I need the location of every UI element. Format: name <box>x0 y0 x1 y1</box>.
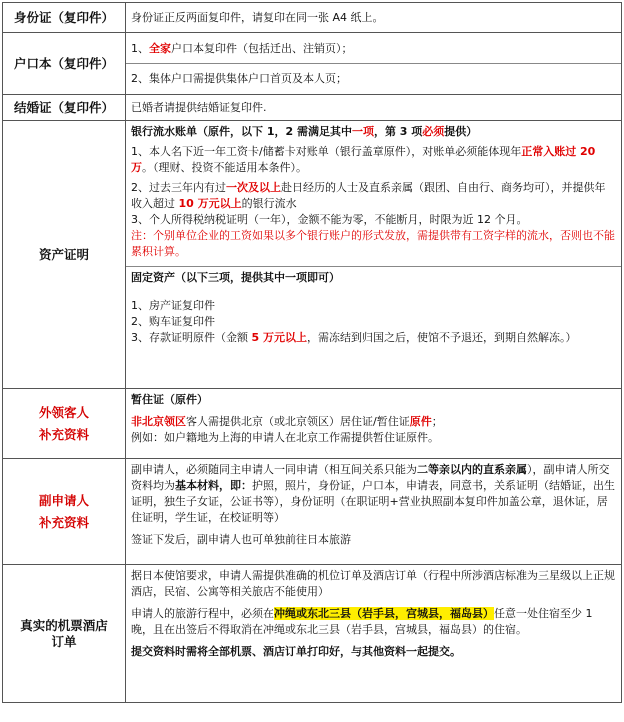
table-row <box>3 3 622 33</box>
row-label-bookings: 真实的机票酒店 订单 <box>3 565 126 703</box>
bookings-para-1: 据日本使馆要求，申请人需提供准确的机位订单及酒店订单（行程中所涉酒店标准为三星级以上正规酒店，民宿、公寓等相关旅店不能使用） <box>131 569 615 598</box>
row-content-out-of-district <box>126 389 622 459</box>
household-line-2: 2、集体户口需提供集体户口首页及本人页； <box>131 72 347 85</box>
row-label-household: 户口本（复印件） <box>3 33 126 95</box>
table-row <box>3 121 622 389</box>
row-label-secondary-applicant: 副申请人 补充资料 <box>3 459 126 565</box>
secondary-applicant-para-1: 副申请人，必须随同主申请人一同申请（相互间关系只能为二等亲以内的直系亲属），副申请人所交资料均为基本材料，即：护照，照片，身份证，户口本，申请表，同意书，关系证明（结婚证，出生证明，独生子女证，公证书等），身份证明（在职证明+营业执照副本复印件加盖公章，退休证，居住证明，学生证，在校证明等） <box>131 463 615 524</box>
table-row <box>3 33 622 95</box>
residence-permit-title: 暂住证（原件） <box>131 393 208 406</box>
marriage-text: 已婚者请提供结婚证复印件. <box>131 100 267 114</box>
fixed-item-3: 3、存款证明原件（金额 5 万元以上，需冻结到归国之后，使馆不予退还，到期自然解冻。） <box>131 331 577 344</box>
row-content-marriage <box>126 95 622 121</box>
requirements-table <box>2 2 622 703</box>
fixed-assets-section <box>126 267 621 350</box>
fixed-item-1: 1、房产证复印件 <box>131 299 215 312</box>
row-content-secondary-applicant <box>126 459 622 565</box>
row-content-bookings <box>126 565 622 703</box>
row-content-household <box>126 33 622 95</box>
row-label-out-of-district: 外领客人 补充资料 <box>3 389 126 459</box>
table-row <box>3 565 622 703</box>
bank-title: 银行流水账单（原件，以下 1，2 需满足其中一项，第 3 项必须提供） <box>131 125 478 138</box>
row-content-assets <box>126 121 622 389</box>
bank-note: 注：个别单位企业的工资如果以多个银行账户的形式发放，需提供带有工资字样的流水，否则也不能累积计算。 <box>131 229 615 258</box>
bank-statement-section <box>126 121 621 267</box>
secondary-applicant-para-2: 签证下发后，副申请人也可单独前往日本旅游 <box>131 533 351 546</box>
household-line-1: 1、全家户口本复印件（包括迁出、注销页）； <box>126 33 621 64</box>
row-label-assets: 资产证明 <box>3 121 126 389</box>
bookings-para-2: 申请人的旅游行程中，必须在冲绳或东北三县（岩手县，宫城县，福岛县）任意一处住宿至少 1 晚，且在出签后不得取消在冲绳或东北三县（岩手县，宫城县，福岛县）的住宿。 <box>131 607 593 636</box>
table-row <box>3 95 622 121</box>
residence-permit-line-1: 非北京领区客人需提供北京（或北京领区）居住证/暂住证原件； <box>131 415 443 428</box>
fixed-title: 固定资产（以下三项，提供其中一项即可） <box>131 271 340 284</box>
table-row <box>3 389 622 459</box>
row-content-id-card <box>126 3 622 33</box>
table-row <box>3 459 622 565</box>
fixed-item-2: 2、购车证复印件 <box>131 315 215 328</box>
residence-permit-line-2: 例如：如户籍地为上海的申请人在北京工作需提供暂住证原件。 <box>131 431 439 444</box>
bank-item-1: 1、本人名下近一年工资卡/储蓄卡对账单（银行盖章原件），对账单必须能体现年正常入账过 20 万。（理财、投资不能适用本条件）。 <box>131 145 596 174</box>
bank-item-2: 2、过去三年内有过一次及以上赴日经历的人士及直系亲属（跟团、自由行、商务均可），并提供年收入超过 10 万元以上的银行流水 <box>131 181 606 210</box>
row-label-marriage: 结婚证（复印件） <box>3 95 126 121</box>
id-card-text: 身份证正反两面复印件，请复印在同一张 A4 纸上。 <box>131 10 384 24</box>
bank-item-3: 3、个人所得税纳税证明（一年），金额不能为零，不能断月，时限为近 12 个月。 <box>131 213 528 226</box>
bookings-para-3: 提交资料时需将全部机票、酒店订单打印好，与其他资料一起提交。 <box>131 645 461 658</box>
row-label-id-card: 身份证（复印件） <box>3 3 126 33</box>
